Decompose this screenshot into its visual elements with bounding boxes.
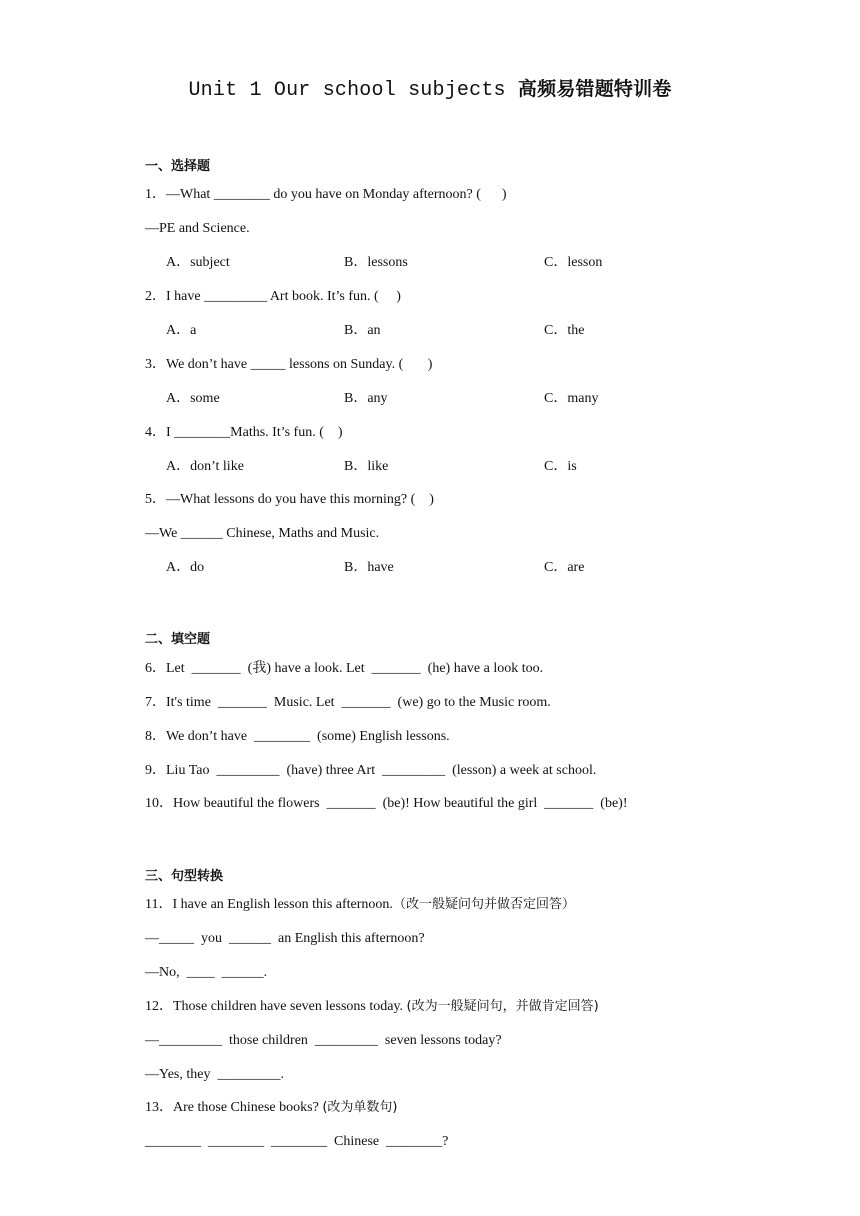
q13-instruction: (改为单数句) bbox=[322, 1100, 398, 1115]
q1-option-a: A．subject bbox=[166, 255, 230, 270]
question-3: 3．We don’t have _____ lessons on Sunday. ( ) bbox=[145, 357, 433, 372]
q12-instruction: (改为一般疑问句，并做肯定回答) bbox=[406, 999, 599, 1014]
section-heading-3: 三、句型转换 bbox=[145, 869, 224, 884]
question-12-line3: —Yes, they _________. bbox=[145, 1067, 284, 1082]
q5-option-b: B．have bbox=[344, 560, 394, 575]
question-5-line2: —We ______ Chinese, Maths and Music. bbox=[145, 526, 380, 541]
q3-option-a: A．some bbox=[166, 391, 220, 406]
question-4: 4．I ________Maths. It’s fun. ( ) bbox=[145, 425, 343, 440]
title-en: Unit 1 Our school subjects bbox=[188, 79, 518, 102]
q3-option-b: B．any bbox=[344, 391, 388, 406]
page-title bbox=[0, 74, 860, 102]
question-1: 1．—What ________ do you have on Monday afternoon? ( ) bbox=[145, 187, 507, 202]
question-12 bbox=[145, 998, 599, 1016]
q11-instruction: （改一般疑问句并做否定回答） bbox=[392, 897, 575, 912]
question-1-line2: —PE and Science. bbox=[145, 221, 250, 236]
q4-option-c: C．is bbox=[544, 459, 577, 474]
question-6: 6．Let _______ (我) have a look. Let _______ (he) have a look too. bbox=[145, 661, 544, 676]
question-13 bbox=[145, 1099, 397, 1117]
q4-option-a: A．don’t like bbox=[166, 459, 244, 474]
q5-option-c: C．are bbox=[544, 560, 585, 575]
q1-option-c: C．lesson bbox=[544, 255, 603, 270]
q3-option-c: C．many bbox=[544, 391, 599, 406]
question-2: 2．I have _________ Art book. It’s fun. ( ) bbox=[145, 289, 401, 304]
q2-option-a: A．a bbox=[166, 323, 197, 338]
q2-option-c: C．the bbox=[544, 323, 585, 338]
section-heading-1: 一、选择题 bbox=[145, 159, 211, 174]
section-heading-2: 二、填空题 bbox=[145, 632, 211, 647]
q12-stem: 12．Those children have seven lessons today. bbox=[145, 999, 407, 1014]
question-11 bbox=[145, 896, 575, 914]
q4-option-b: B．like bbox=[344, 459, 389, 474]
question-11-line2: —_____ you ______ an English this afternoon? bbox=[145, 931, 425, 946]
question-12-line2: —_________ those children _________ seven lessons today? bbox=[145, 1033, 502, 1048]
title-cn: 高频易错题特训卷 bbox=[517, 78, 672, 100]
question-8: 8．We don’t have ________ (some) English lessons. bbox=[145, 729, 450, 744]
question-7: 7．It's time _______ Music. Let _______ (we) go to the Music room. bbox=[145, 695, 551, 710]
q13-stem: 13．Are those Chinese books? bbox=[145, 1100, 323, 1115]
question-5: 5．—What lessons do you have this morning? ( ) bbox=[145, 492, 434, 507]
q5-option-a: A．do bbox=[166, 560, 205, 575]
q2-option-b: B．an bbox=[344, 323, 381, 338]
question-10: 10．How beautiful the flowers _______ (be)! How beautiful the girl _______ (be)! bbox=[145, 796, 628, 811]
question-9: 9．Liu Tao _________ (have) three Art _________ (lesson) a week at school. bbox=[145, 763, 597, 778]
q11-stem: 11．I have an English lesson this afternoon. bbox=[145, 897, 393, 912]
question-13-line2: ________ ________ ________ Chinese ________? bbox=[145, 1134, 449, 1149]
question-11-line3: —No, ____ ______. bbox=[145, 965, 268, 980]
q1-option-b: B．lessons bbox=[344, 255, 408, 270]
